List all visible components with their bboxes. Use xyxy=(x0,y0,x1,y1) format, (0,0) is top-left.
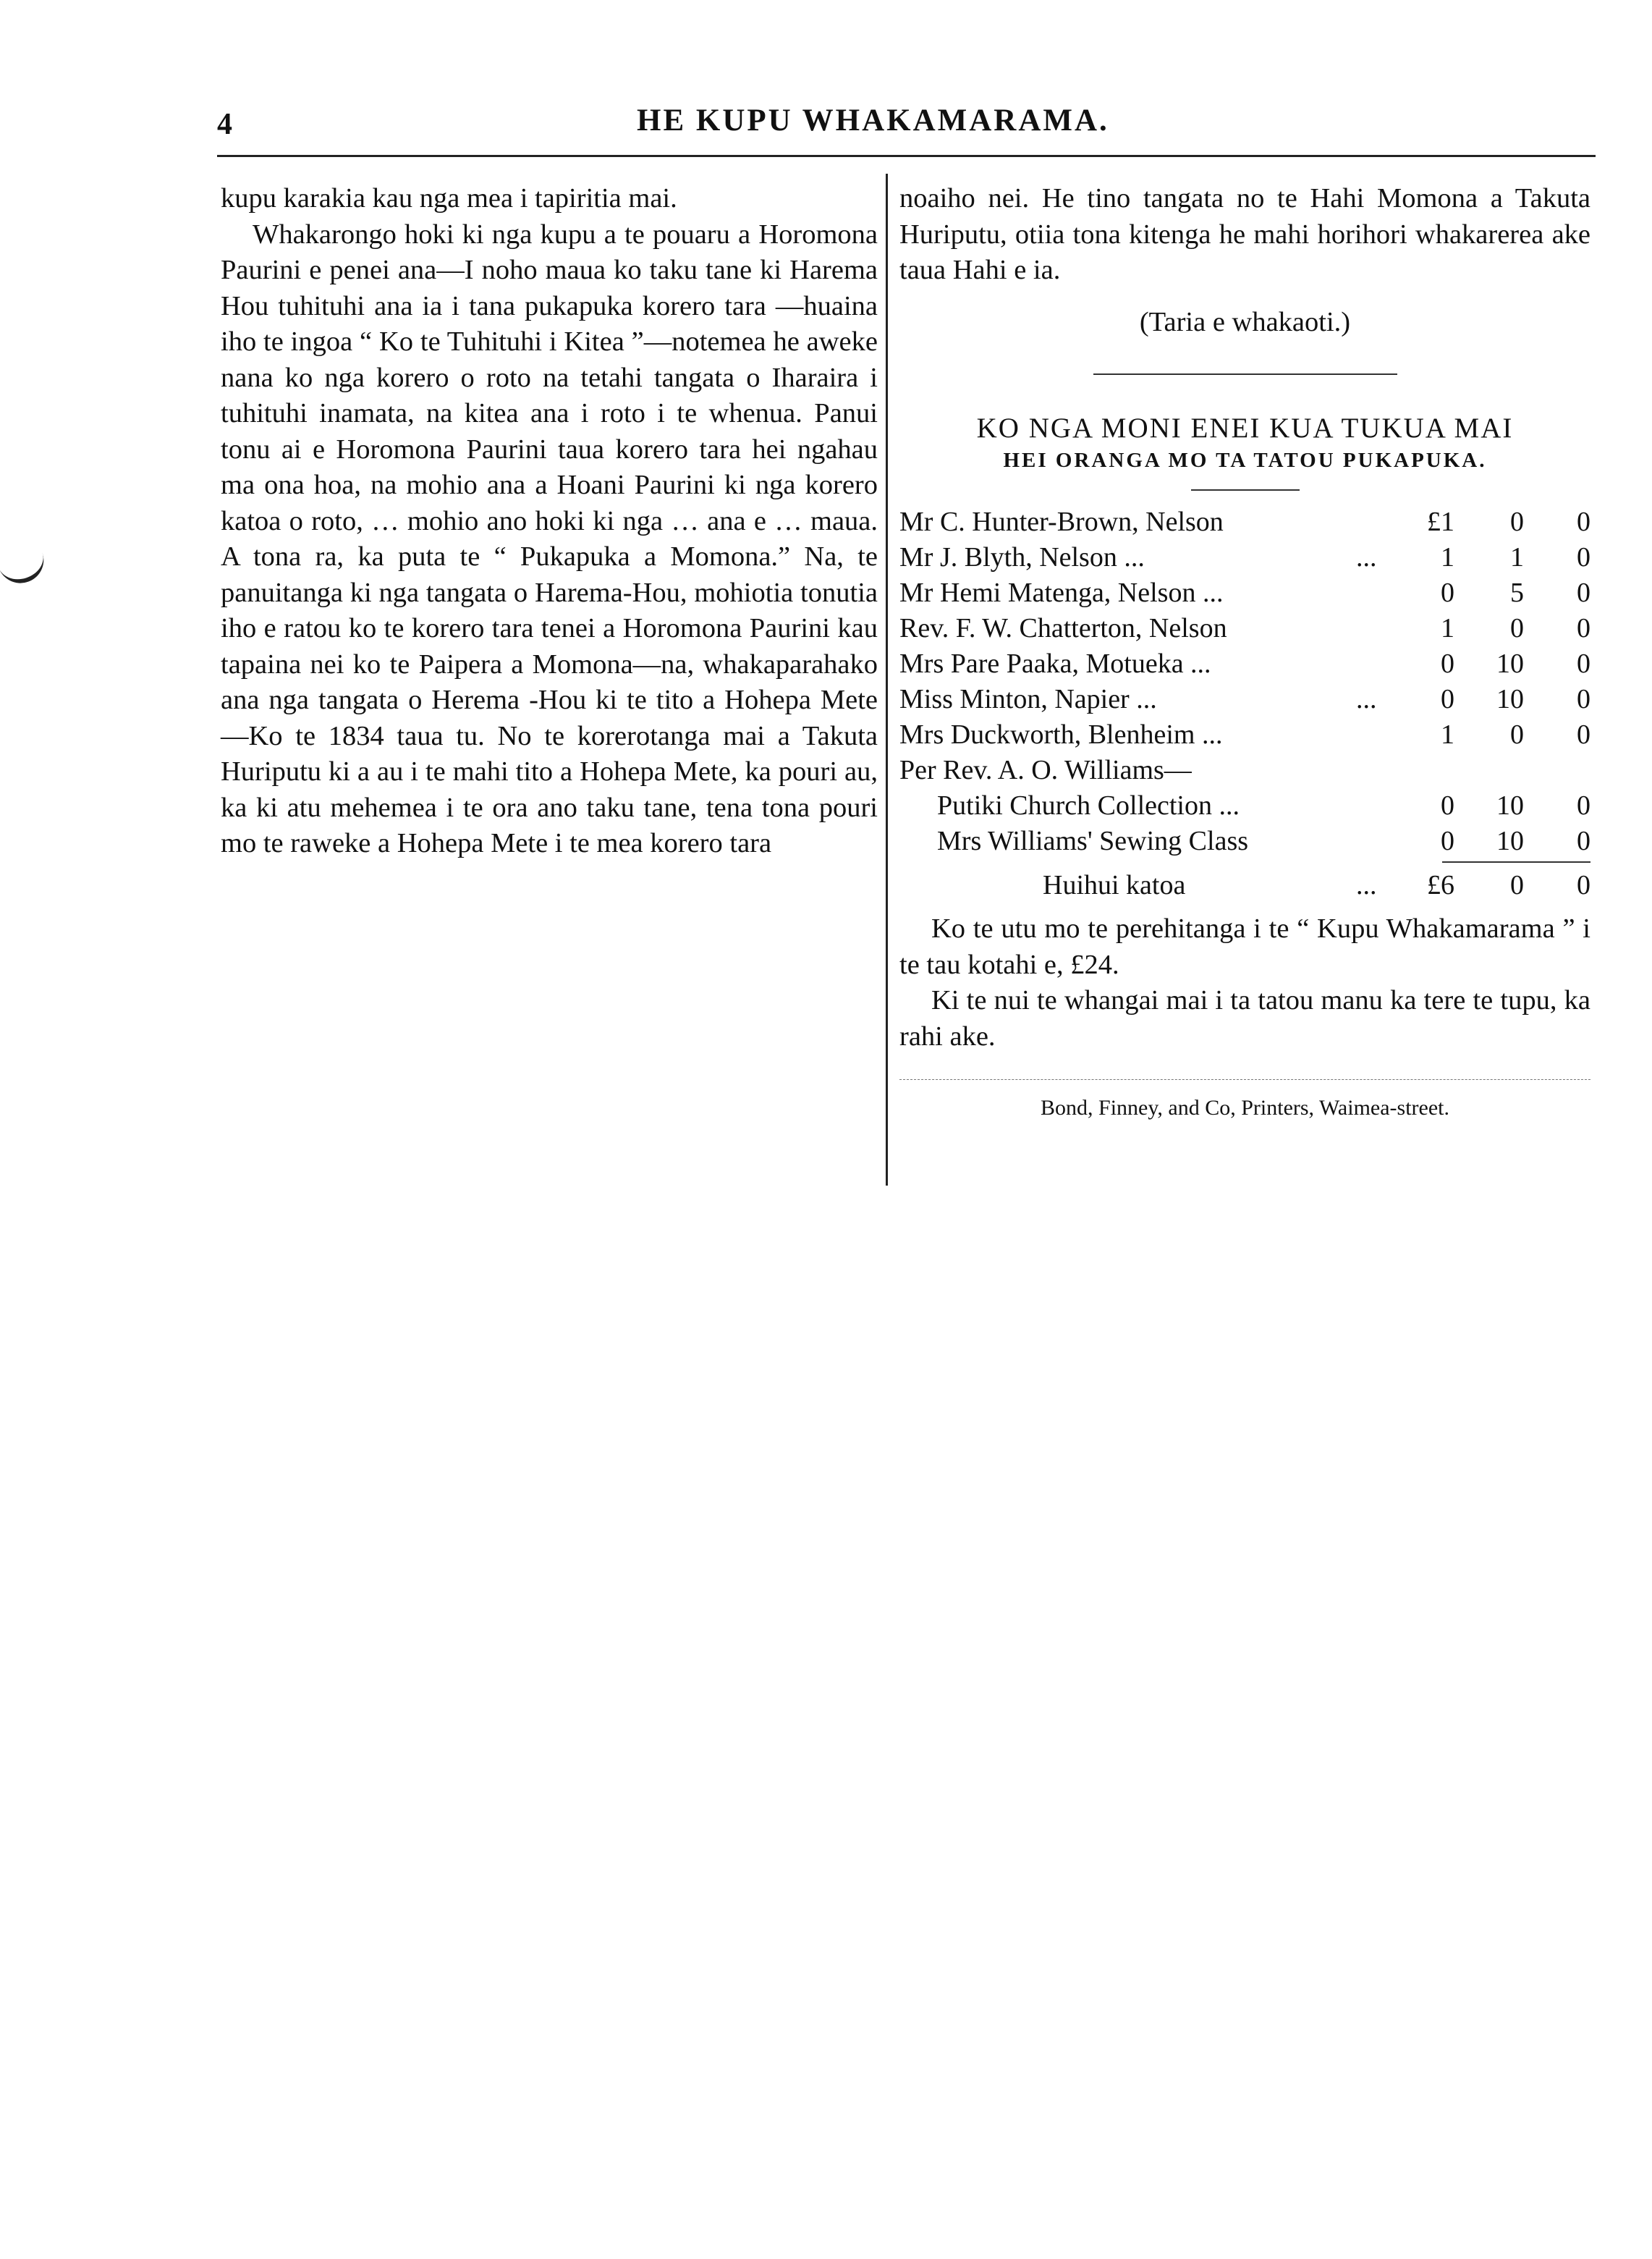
total-dots: ... xyxy=(1356,869,1377,900)
table-row xyxy=(899,752,1590,788)
donor-name: Miss Minton, Napier ... xyxy=(899,683,1157,714)
donor-dots xyxy=(1356,575,1412,610)
per-heading: Per Rev. A. O. Williams— xyxy=(899,754,1192,785)
donor-pence: 0 xyxy=(1577,541,1590,573)
donor-name: Mrs Williams' Sewing Class xyxy=(937,825,1249,856)
donor-shillings: 1 xyxy=(1510,541,1524,573)
page-number: 4 xyxy=(217,108,232,141)
donations-subtitle: HEI ORANGA MO TA TATOU PUKAPUKA. xyxy=(1003,449,1487,472)
ink-smudge xyxy=(0,547,50,589)
printer-imprint: Bond, Finney, and Co, Printers, Waimea-street. xyxy=(1041,1096,1449,1120)
support-note: Ki te nui te whangai mai i ta tatou manu ka tere te tupu, ka rahi ake. xyxy=(899,985,1590,1052)
donor-dots xyxy=(1356,646,1412,681)
donor-pounds: 1 xyxy=(1441,612,1454,643)
donor-pence: 0 xyxy=(1577,790,1590,821)
donor-pounds: 0 xyxy=(1441,825,1454,856)
donor-shillings: 10 xyxy=(1496,825,1524,856)
donor-dots xyxy=(1356,610,1412,646)
donor-pence: 0 xyxy=(1577,648,1590,679)
donor-pence: 0 xyxy=(1577,506,1590,537)
donor-pence: 0 xyxy=(1577,683,1590,714)
donor-pounds: 0 xyxy=(1441,648,1454,679)
left-column xyxy=(221,181,878,862)
donor-shillings: 10 xyxy=(1496,790,1524,821)
donor-name: Mr C. Hunter-Brown, Nelson xyxy=(899,506,1224,537)
header-rule xyxy=(217,155,1596,157)
table-row xyxy=(899,610,1590,646)
table-row xyxy=(899,575,1590,610)
continued-text: noaiho nei. He tino tangata no te Hahi Momona a Takuta Huriputu, otiia tona kitenga he mahi horihori whakarerea ake taua Hahi e ia. xyxy=(899,183,1590,285)
donor-shillings: 0 xyxy=(1510,719,1524,750)
donor-shillings: 10 xyxy=(1496,683,1524,714)
table-row xyxy=(899,823,1590,858)
page-header-title: HE KUPU WHAKAMARAMA. xyxy=(637,104,1109,138)
column-divider xyxy=(886,174,888,1186)
donor-pence: 0 xyxy=(1577,612,1590,643)
table-row xyxy=(899,539,1590,575)
donor-shillings: 0 xyxy=(1510,506,1524,537)
donor-pounds: 0 xyxy=(1441,577,1454,608)
table-row xyxy=(899,681,1590,717)
total-row xyxy=(899,867,1590,903)
total-pence: 0 xyxy=(1577,869,1590,900)
donor-pence: 0 xyxy=(1577,825,1590,856)
donor-dots: ... xyxy=(1356,683,1377,714)
donor-shillings: 0 xyxy=(1510,612,1524,643)
table-row xyxy=(899,788,1590,823)
total-table xyxy=(899,867,1590,903)
to-be-continued: (Taria e whakaoti.) xyxy=(1139,306,1351,337)
table-row xyxy=(899,504,1590,539)
donor-pounds: 0 xyxy=(1441,790,1454,821)
donor-name: Mrs Pare Paaka, Motueka ... xyxy=(899,648,1211,679)
total-label: Huihui katoa xyxy=(1043,869,1186,900)
donor-name: Putiki Church Collection ... xyxy=(937,790,1240,821)
donor-name: Mr Hemi Matenga, Nelson ... xyxy=(899,577,1224,608)
donations-title: KO NGA MONI ENEI KUA TUKUA MAI xyxy=(976,413,1514,444)
donations-rule xyxy=(1191,489,1300,491)
right-column xyxy=(899,181,1590,1120)
donor-shillings: 10 xyxy=(1496,648,1524,679)
printing-cost-note: Ko te utu mo te perehitanga i te “ Kupu Whakamarama ” i te tau kotahi e, £24. xyxy=(899,913,1590,980)
printer-rule xyxy=(899,1079,1590,1080)
donor-dots: ... xyxy=(1356,541,1377,573)
left-paragraph-2: Whakarongo hoki ki nga kupu a te pouaru a Horomona Paurini e penei ana—I noho maua ko taku tane ki Harema Hou tuhituhi ana ia i tana pukapuka korero tara —huaina iho te ingoa “ Ko te Tuhituhi i Kitea ”—notemea he aweke nana ko nga korero o roto na tetahi tangata o Iharaira i tuhituhi inamata, na kitea ana i roto i te whenua. Panui tonu ai e Horomona Paurini taua korero tara hei ngahau ma ona hoa, na mohio ana a Hoani Paurini ki nga korero katoa o roto, … mohio ano hoki ki nga … ana e … maua. A tona ra, ka puta te “ Pukapuka a Momona.” Na, te panuitanga ki nga tangata o Harema-Hou, mohiotia tonutia iho e ratou ko te korero tara tenei a Horomona Paurini kau tapaina nei ko te Paipera a Momona—na, whakaparahako ana nga tangata o Herema -Hou ki te tito a Hohepa Mete—Ko te 1834 taua tu. No te korerotanga mai a Takuta Huriputu ki a au i te mahi tito a Hohepa Mete, ka pouri au, ka ki atu mehemea i te ora ano taku tane, tena tona pouri mo te raweke a Hohepa Mete i te mea korero tara xyxy=(221,219,878,858)
donor-pounds: 0 xyxy=(1441,683,1454,714)
section-rule xyxy=(1093,373,1397,375)
donor-dots xyxy=(1356,504,1412,539)
table-row xyxy=(899,717,1590,752)
donations-table xyxy=(899,504,1590,858)
donor-shillings: 5 xyxy=(1510,577,1524,608)
total-pounds: £6 xyxy=(1427,869,1454,900)
donor-name: Rev. F. W. Chatterton, Nelson xyxy=(899,612,1227,643)
donor-pence: 0 xyxy=(1577,577,1590,608)
donor-name: Mr J. Blyth, Nelson ... xyxy=(899,541,1145,573)
donor-pounds: 1 xyxy=(1441,541,1454,573)
donor-pounds: £1 xyxy=(1427,506,1454,537)
table-row xyxy=(899,646,1590,681)
donor-dots xyxy=(1356,717,1412,752)
sum-rule xyxy=(899,858,1590,867)
total-shillings: 0 xyxy=(1510,869,1524,900)
donor-name: Mrs Duckworth, Blenheim ... xyxy=(899,719,1223,750)
donor-pounds: 1 xyxy=(1441,719,1454,750)
donor-pence: 0 xyxy=(1577,719,1590,750)
left-paragraph-1: kupu karakia kau nga mea i tapiritia mai. xyxy=(221,183,677,214)
